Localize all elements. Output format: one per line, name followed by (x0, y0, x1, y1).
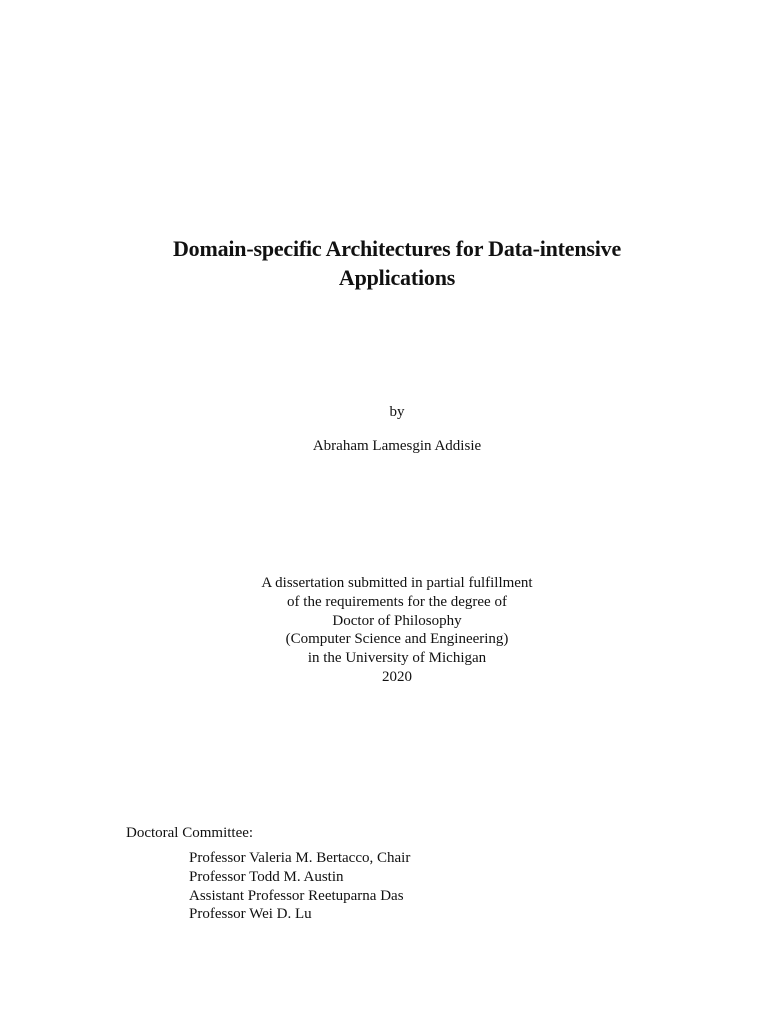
committee-member: Professor Valeria M. Bertacco, Chair (189, 850, 411, 866)
university: in the University of Michigan (307, 650, 487, 667)
committee-member: Professor Todd M. Austin (189, 868, 344, 885)
degree-name: Doctor of Philosophy (332, 612, 462, 629)
author-name: Abraham Lamesgin Addisie (312, 438, 482, 454)
committee-member: Assistant Professor Reetuparna Das (189, 887, 404, 904)
by-label: by (389, 404, 405, 420)
committee-member-list (189, 849, 410, 924)
committee-member: Professor Wei D. Lu (189, 906, 312, 923)
statement-line: A dissertation submitted in partial fulfillment (261, 575, 533, 591)
committee-heading: Doctoral Committee: (126, 825, 254, 841)
title-line-1: Domain-specific Architectures for Data-intensive (172, 236, 622, 261)
statement-line: of the requirements for the degree of (287, 593, 507, 610)
dissertation-title (0, 234, 768, 292)
department: (Computer Science and Engineering) (285, 631, 509, 648)
year: 2020 (382, 668, 412, 685)
title-line-2: Applications (338, 265, 456, 290)
degree-statement (0, 574, 768, 687)
